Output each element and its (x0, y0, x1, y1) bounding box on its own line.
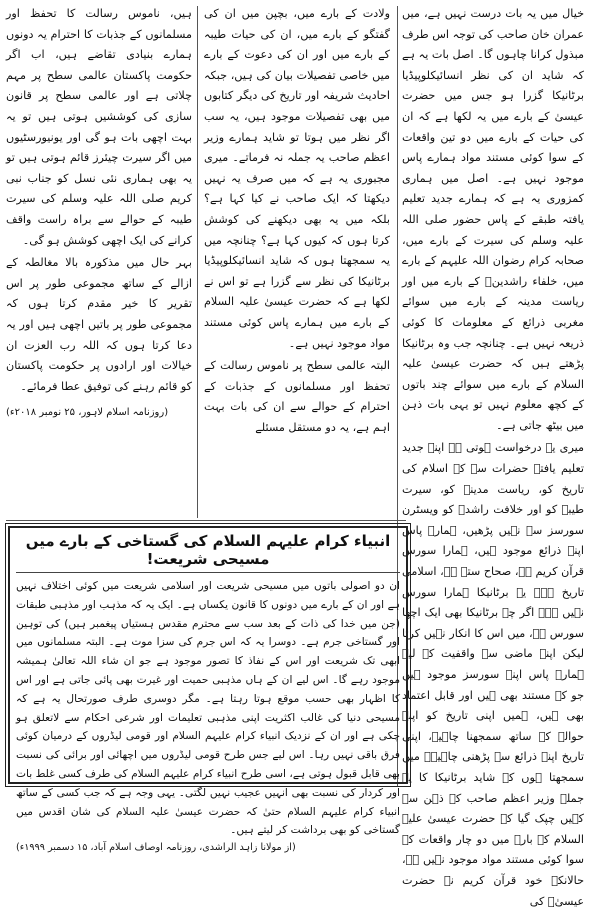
column-divider (197, 6, 198, 518)
article-paragraph: ولادت کے بارے میں، بچپن میں ان کی گفتگو کے بارے میں، ان کی حیات طیبہ کے بارے میں اور ان کی دعوت کے بارے میں خاصی تفصیلات بیان کی ہیں، جبکہ احادیث شریفہ اور تاریخ کی دیگر کتابوں میں بھی تفصیلات موجود ہیں، یہ سب اگر نظر میں ہوتا تو شاید ہمارے وزیر اعظم صاحب یہ جملہ نہ فرماتے۔ میری مجبوری یہ ہے کہ میں صرف یہ نہیں دیکھتا کہ ایک صاحب نے کیا کہا ہے؟ بلکہ میں یہ بھی دیکھنے کی کوشش کرتا ہوں کہ کیوں کہا ہے؟ چنانچہ میں یہ سمجھتا ہوں کہ شاید انسائیکلوپیڈیا برٹانیکا کی نظر سے گزرا ہے تو اس نے لکھا ہے کہ حضرت عیسیٰ علیہ السلام کے بارے میں ہمارے پاس کوئی مستند مواد موجود نہیں ہے۔ (204, 7, 390, 350)
article-column-middle (204, 4, 390, 518)
article-paragraph: البتہ عالمی سطح پر ناموس رسالت کے تحفظ اور مسلمانوں کے جذبات کے احترام کے حوالے سے ان کی بات بہت اہم ہے، یہ دو مستقل مسئلے (204, 359, 390, 434)
article-column-right (402, 4, 584, 908)
article-paragraph: میری یہ درخواست ہوتی ہے اپنے جدید تعلیم یافتہ حضرات سے کہ اسلام کی تاریخ کو، ریاست مدینہ کو، سیرت طیبہ کو اور خلافت راشدہ کو ویسٹرن سورسز سے نہیں پڑھیں، ہمارے پاس اپنے ذرائع موجود ہیں، ہمارا سورس قرآن کریم ہے، صحاح ستہ ہے، اسلامی تاریخ ہے۔ یہ برٹانیکا ہمارا سورس نہیں ہے۔ اگر چہ برٹانیکا بھی ایک اچھا سورس ہے، میں اس کا انکار نہیں کرتا لیکن اپنے ماضی سے واقفیت کے لیے ہمارے پاس اپنے سورسز موجود ہیں جو کہ مستند بھی ہیں اور قابل اعتماد بھی ہیں، ہمیں اپنی تاریخ کو اپنے حوالے کے ساتھ سمجھنا چاہیے، اپنی تاریخ اپنے ذرائع سے پڑھنی چاہیے۔ میں سمجھتا ہوں کہ شاید برٹانیکا کا یہ جملہ وزیر اعظم صاحب کے ذہن سے کہیں چپک گیا کہ حضرت عیسیٰ علیہ السلام کے بارے میں دو چار واقعات کے سوا کوئی مستند مواد موجود نہیں ہے، حالانکہ خود قرآن کریم نے حضرت عیسیٰؑ کی (402, 441, 584, 908)
boxed-excerpt (8, 526, 408, 854)
article-paragraph: بہر حال میں مذکورہ بالا مغالطہ کے ازالے کے ساتھ مجموعی طور پر اس تقریر کا خیر مقدم کرتا ہوں کہ مجموعی طور پر باتیں اچھی ہیں اور یہ دعا کرتا ہوں کہ اللہ رب العزت ان خیالات اور ارادوں پر حکومت پاکستان کو قائم رہنے کی توفیق عطا فرمائے۔ (6, 256, 192, 393)
article-paragraph: خیال میں یہ بات درست نہیں ہے، میں عمران خان صاحب کی توجہ اس طرف مبذول کرانا چاہوں گا۔ اصل بات یہ ہے کہ شاید ان کی نظر انسائیکلوپیڈیا برٹانیکا گزرا ہو جس میں حضرت عیسیٰ کے بارے میں یہ لکھا ہے کہ ان کی حیات کے بارے میں دو تین واقعات کے سوا کوئی مستند مواد ہمارے پاس موجود نہیں ہے۔ اصل میں ہماری کمزوری یہ ہے کہ ہمارے جدید تعلیم یافتہ طبقے کے پاس حضور صلی اللہ علیہ وسلم کی سیرت کے بارے میں، صحابہ کرام رضوان اللہ علیہم کے بارے میں، خلفاء راشدینؓ کے بارے میں اور ریاست مدینہ کے بارے میں سوائے مغربی ذرائع کے معلومات کا کوئی ذریعہ نہیں ہے۔ چنانچہ جب وہ برٹانیکا پڑھتے ہیں کہ حضرت عیسیٰ علیہ السلام کے بارے میں سوائے چند باتوں کے کچھ معلوم نہیں تو یہی بات ذہن میں بیٹھ جاتی ہے۔ (402, 7, 584, 432)
article-paragraph: ہیں، ناموس رسالت کا تحفظ اور مسلمانوں کے جذبات کا احترام یہ دونوں ہمارے بنیادی تقاضے ہیں، اب اگر حکومت پاکستان عالمی سطح پر مہم چلاتی ہے اور عالمی سطح پر قانون سازی کی کوششیں ہوتی ہیں تو یہ بہت اچھی بات ہو گی اور یونیورسٹیوں میں اگر سیرت چیئرز قائم ہوتی ہیں تو یہ بھی ہماری نئی نسل کو جناب نبی کریم صلی اللہ علیہ وسلم کی سیرت طیبہ کے حوالے سے براہ راست واقف کرانے کی ایک اچھی کوشش ہو گی۔ (6, 7, 192, 247)
article-byline: (روزنامہ اسلام لاہور، ۲۵ نومبر ۲۰۱۸ء) (6, 407, 169, 419)
section-divider (6, 520, 406, 521)
box-title: انبیاء کرام علیہم السلام کی گستاخی کے بارے میں مسیحی شریعت! (16, 532, 400, 573)
box-body: ان دو اصولی باتوں میں مسیحی شریعت اور اسلامی شریعت میں کوئی اختلاف نہیں ہے اور ان کے بارے میں دونوں کا قانون یکساں ہے۔ ایک یہ کہ مذہب اور مذہبی طبقات (جن میں خدا کی ذات کے بعد سب سے محترم مقدس ہستیاں پیغمبر ہیں) کی توہین اور گستاخی جرم ہے۔ دوسرا یہ کہ اس جرم کی سزا موت ہے۔ البتہ مسلمانوں میں ابھی تک شریعت اور اس کے نفاذ کا تصور موجود ہے جو ان شاء اللہ تعالیٰ ہمیشہ موجود رہے گا۔ اس لیے ان کے ہاں مذہبی حمیت اور غیرت بھی پائی جاتی ہے اور اس کا اظہار بھی حسب موقع ہوتا رہتا ہے۔ مگر دوسری طرف صورتحال یہ ہے کہ مسیحی دنیا کی غالب اکثریت اپنی مذہبی تعلیمات اور شرعی احکام سے لاتعلق ہو چکی ہے اور ان کے نزدیک انبیاء کرام علیہم السلام اور قومی لیڈروں کے درمیان کوئی فرق باقی نہیں رہا۔ اس لیے جس طرح قومی لیڈروں میں اچھائی اور برائی کی نسبت بھی قابل قبول ہوتی ہے، اسی طرح انبیاء کرام علیہم السلام کی طرف کسی غلط بات اور کردار کی نسبت بھی انہیں عجیب نہیں لگتی۔ یہی وجہ ہے کہ جب کسی کے ساتھ انبیاء کرام علیہم السلام حتیٰ کہ حضرت عیسیٰ علیہ السلام کی شان اقدس میں گستاخی کو بھی برداشت کر لیتے ہیں۔ (16, 580, 400, 837)
box-source: (از مولانا زاہد الراشدی، روزنامہ اوصاف اسلام آباد، ۱۵ دسمبر ۱۹۹۹ء) (16, 842, 296, 854)
article-column-left (6, 4, 192, 518)
